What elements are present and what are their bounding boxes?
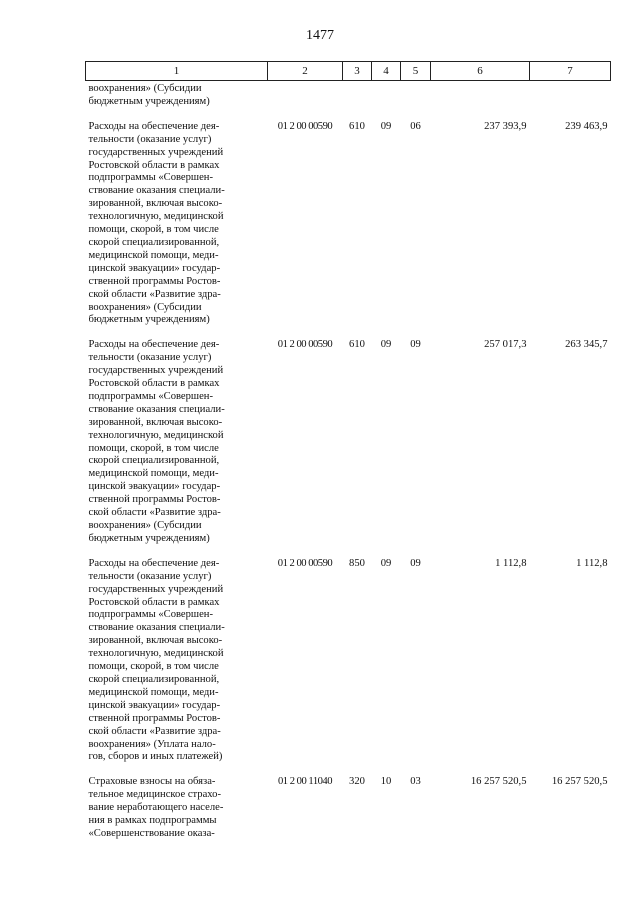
table-header-row [86,62,611,81]
amount-col6: 237 393,9 [484,120,527,132]
table-row [86,327,611,546]
table-row [86,546,611,765]
table-row [86,764,611,841]
amount-col7: 1 112,8 [576,557,608,569]
expense-type: 610 [349,120,365,132]
target-code: 01 2 00 00590 [277,557,333,569]
column-header-3: 3 [343,62,372,81]
amount-col6 [431,81,530,109]
section-code: 10 [380,776,392,788]
target-code: 01 2 00 00590 [277,339,333,351]
row-description: Расходы на обеспечение дея- тельности (оказание услуг) государственных учреждений Ростовской области в рамках подпрограммы «Совершен- ствование оказания специали- зированной, включая высоко- технологичную, медицинской помощи, скорой, в том числе скорой специализированной, медицинской помощи, меди- цинской эвакуации» государ- ственной программы Ростов- ской области «Развитие здра- воохранения» (Субсидии бюджетным учреждениям) [88,339,225,544]
amount-col7: 263 345,7 [565,339,608,351]
section-code: 09 [380,557,392,569]
section-code: 09 [380,339,392,351]
column-header-2: 2 [268,62,343,81]
target-code [268,81,343,109]
row-description: воохранения» (Субсидии бюджетным учреждениям) [88,83,210,107]
row-description: Расходы на обеспечение дея- тельности (оказание услуг) государственных учреждений Ростовской области в рамках подпрограммы «Совершен- ствование оказания специали- зированной, включая высоко- технологичную, медицинской помощи, скорой, в том числе скорой специализированной, медицинской помощи, меди- цинской эвакуации» государ- ственной программы Ростов- ской области «Развитие здра- воохранения» (Субсидии бюджетным учреждениям) [88,120,225,326]
subsection-code: 09 [410,339,421,351]
row-description: Расходы на обеспечение дея- тельности (оказание услуг) государственных учреждений Ростовской области в рамках подпрограммы «Совершен- ствование оказания специали- зированной, включая высоко- технологичную, медицинской помощи, скорой, в том числе скорой специализированной, медицинской помощи, меди- цинской эвакуации» государ- ственной программы Ростов- ской области «Развитие здра- воохранения» (Уплата нало- гов, сборов и иных платежей) [88,557,225,763]
subsection-code: 09 [410,557,421,569]
subsection-code [401,81,431,109]
expense-type: 320 [349,776,365,788]
column-header-6: 6 [431,62,530,81]
row-description: Страховые взносы на обяза- тельное медицинское страхо- вание неработающего населе- ния в рамках подпрограммы «Совершенствование оказа- [88,776,224,839]
column-header-1: 1 [86,62,268,81]
table-row [86,81,611,109]
amount-col6: 16 257 520,5 [470,776,527,788]
section-code: 09 [380,120,392,132]
expense-type: 610 [349,339,365,351]
expense-type: 850 [349,557,365,569]
target-code: 01 2 00 00590 [277,120,333,132]
table-row [86,109,611,328]
amount-col7: 239 463,9 [565,120,608,132]
column-header-5: 5 [401,62,431,81]
subsection-code: 03 [410,776,421,788]
column-header-4: 4 [372,62,401,81]
subsection-code: 06 [410,120,421,132]
amount-col7: 16 257 520,5 [551,776,608,788]
column-header-7: 7 [530,62,611,81]
target-code: 01 2 00 11040 [277,776,333,788]
amount-col6: 1 112,8 [495,557,527,569]
amount-col6: 257 017,3 [484,339,527,351]
budget-table [85,61,611,841]
amount-col7 [530,81,611,109]
page-number: 1477 [306,28,334,43]
section-code [372,81,401,109]
expense-type [343,81,372,109]
